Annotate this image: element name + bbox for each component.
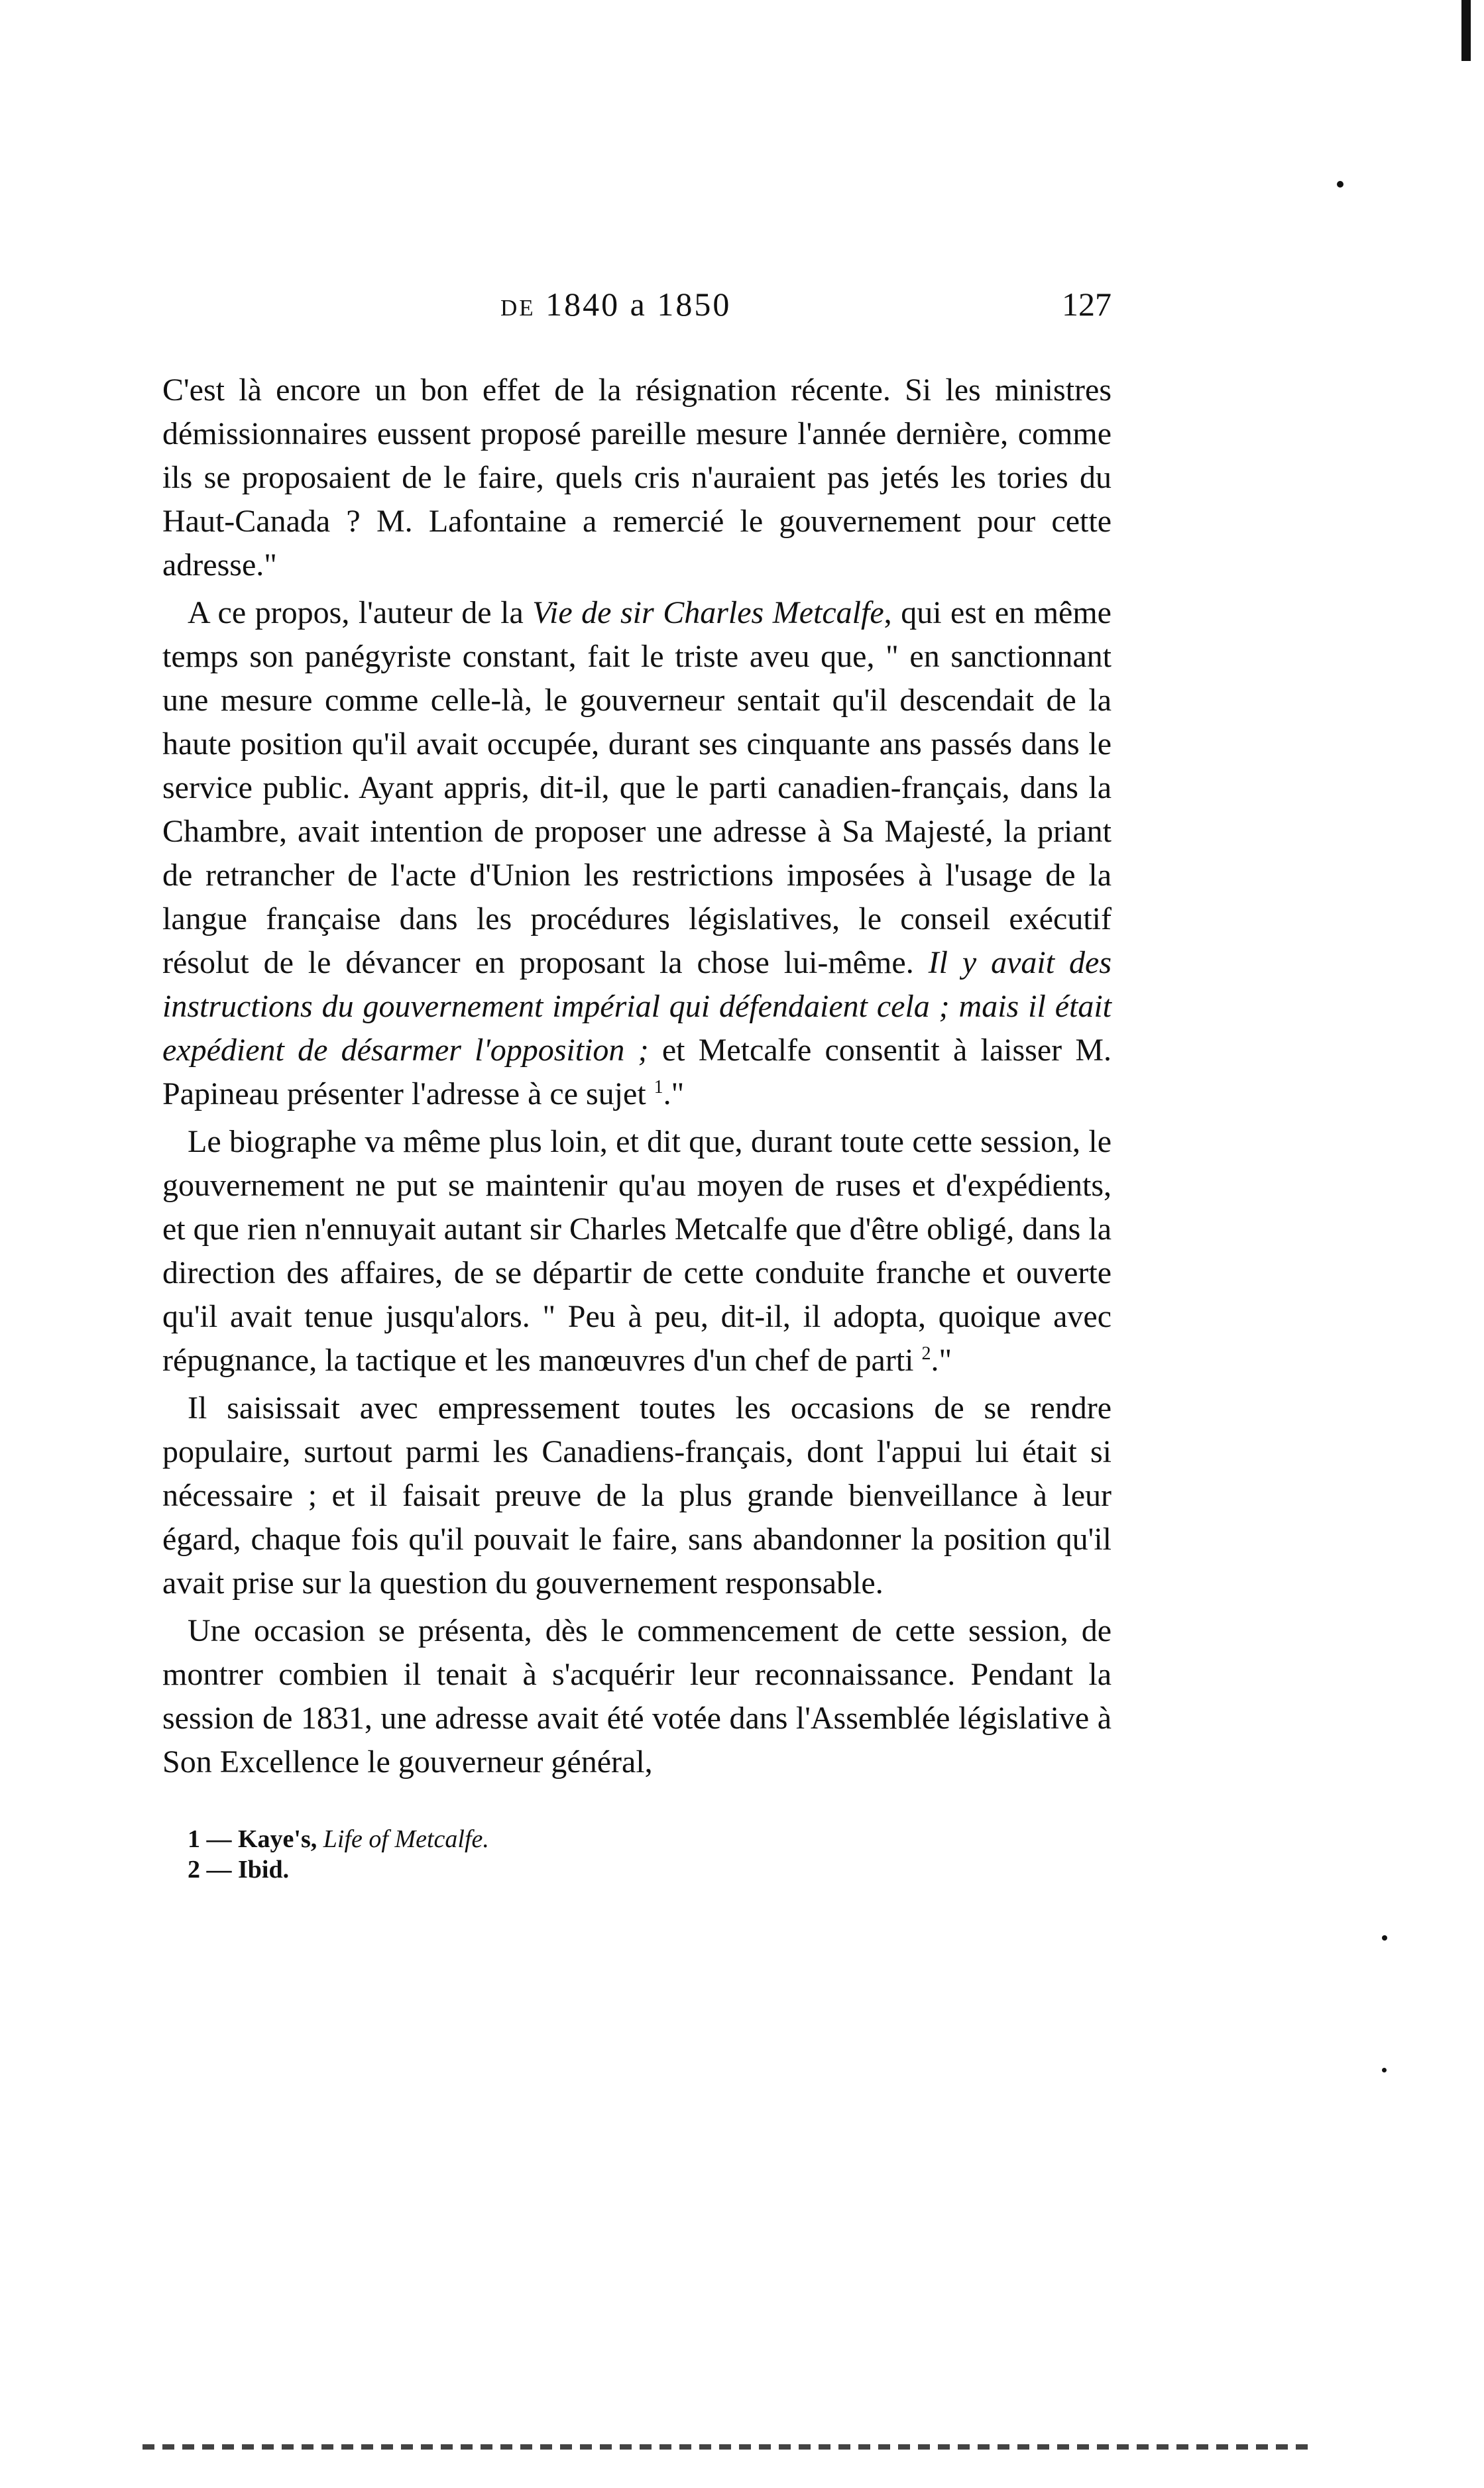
paragraph-text: ." — [931, 1343, 952, 1378]
paragraph — [162, 1609, 1112, 1784]
scan-speck — [1382, 2068, 1387, 2072]
scan-speck — [1382, 1935, 1387, 1941]
page-number: 127 — [1062, 286, 1112, 323]
paragraph-text: Il saisissait avec empressement toutes les occasions de se rendre populaire, surtout parmi les Canadiens-français, dont l'appui lui était si nécessaire ; et il faisait preuve de la plus grande bienveillance à leur égard, chaque fois qu'il pouvait le faire, sans abandonner la position qu'il avait prise sur la question du gouvernement responsable. — [162, 1390, 1112, 1601]
paragraph-text: C'est là encore un bon effet de la résignation récente. Si les ministres démissionnaires eussent proposé pareille mesure l'année dernière, comme ils se proposaient de le faire, quels cris n'auraient pas jetés les tories du Haut-Canada ? M. Lafontaine a remercié le gouvernement pour cette adresse." — [162, 372, 1112, 583]
footnotes — [162, 1824, 1112, 1885]
footnote-text: Kaye's, — [231, 1825, 317, 1853]
italic-text: Il y avait des instructions du gouvernement impérial qui défendaient cela ; mais il était expédient de désarmer l'opposition ; — [162, 945, 1112, 1068]
paragraph-text: Le biographe va même plus loin, et dit que, durant toute cette session, le gouvernement ne put se maintenir qu'au moyen de ruses et d'expédients, et que rien n'ennuyait autant sir Charles Metcalfe que d'être obligé, dans la direction des affaires, de se départir de cette conduite franche et ouverte qu'il avait tenue jusqu'alors. " Peu à peu, dit-il, il adopta, quoique avec répugnance, la tactique et les manœuvres d'un chef de parti — [162, 1124, 1112, 1378]
paragraph — [162, 368, 1112, 587]
scan-speck — [1337, 181, 1343, 188]
paragraph-text: et Metcalfe consentit à laisser M. Papineau présenter l'adresse à ce sujet — [162, 1033, 1112, 1111]
footnote-ref: 1 — [654, 1077, 663, 1098]
footnote-marker: 2 — — [188, 1856, 232, 1884]
paragraph-text: Une occasion se présenta, dès le commencement de cette session, de montrer combien il tenait à s'acquérir leur reconnaissance. Pendant la session de 1831, une adresse avait été votée dans l'Assemblée législative à Son Excellence le gouverneur général, — [162, 1613, 1112, 1780]
footnote-italic: Life of Metcalfe. — [317, 1825, 489, 1853]
footnote — [188, 1824, 1112, 1854]
scan-edge-mark — [1461, 0, 1471, 61]
running-title — [500, 285, 731, 323]
footnote-marker: 1 — — [188, 1825, 232, 1853]
paragraph-text: A ce propos, l'auteur de la — [188, 595, 533, 630]
running-title-rest: 1840 a 1850 — [545, 286, 732, 323]
book-page — [162, 285, 1112, 1885]
paragraph — [162, 1120, 1112, 1383]
footnote-text: Ibid. — [231, 1856, 290, 1884]
footnote — [188, 1854, 1112, 1885]
paragraph-text: ." — [663, 1076, 685, 1111]
footnote-ref: 2 — [921, 1343, 931, 1364]
running-title-prefix: de — [500, 286, 536, 323]
paragraph — [162, 1386, 1112, 1605]
paragraph — [162, 591, 1112, 1116]
body-text — [162, 368, 1112, 1784]
scan-bottom-artifact — [143, 2444, 1316, 2450]
paragraph-text: , qui est en même temps son panégyriste constant, fait le triste aveu que, " en sanctionnant une mesure comme celle-là, le gouverneur sentait qu'il descendait de la haute position qu'il avait occupée, durant ses cinquante ans passés dans le service public. Ayant appris, dit-il, que le parti canadien-français, dans la Chambre, avait intention de proposer une adresse à Sa Majesté, la priant de retrancher de l'acte d'Union les restrictions imposées à l'usage de la langue française dans les procédures législatives, le conseil exécutif résolut de le dévancer en proposant la chose lui-même. — [162, 595, 1112, 980]
running-head — [162, 285, 1112, 331]
italic-text: Vie de sir Charles Metcalfe — [532, 595, 884, 630]
